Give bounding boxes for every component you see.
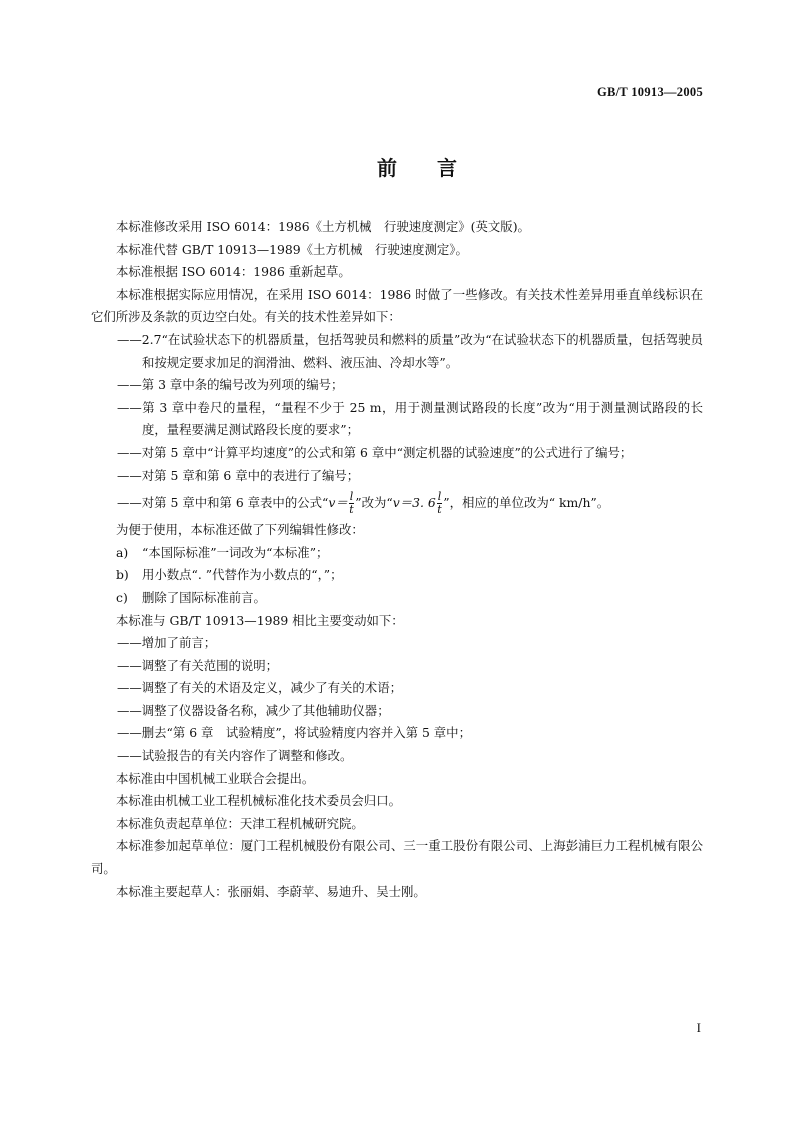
change-item: ——试验报告的有关内容作了调整和修改。: [117, 748, 353, 764]
paragraph-modifications: 本标准根据实际应用情况，在采用 ISO 6014：1986 时做了一些修改。有关技术性差异用垂直单线标识在它们所涉及条款的页边空白处。有关的技术性差异如下：: [91, 286, 703, 325]
formula-text-prefix: ——对第 5 章中和第 6 章表中的公式“: [117, 495, 329, 511]
tech-diff-item: ——第 3 章中卷尺的量程，“量程不少于 25 m，用于测量测试路段的长度”改为“用于测量测试路段的长度，量程要满足测试路段长度的要求”；: [117, 399, 703, 438]
tech-diff-item: ——2.7“在试验状态下的机器质量，包括驾驶员和燃料的质量”改为“在试验状态下的机器质量，包括驾驶员和按规定要求加足的润滑油、燃料、液压油、冷却水等”。: [117, 331, 703, 370]
list-label: b): [116, 567, 129, 583]
page-number: I: [696, 1020, 701, 1035]
list-item: [91, 542, 703, 565]
list-label: c): [116, 589, 128, 605]
fraction-l-over-t: [349, 491, 355, 516]
fraction-denominator: t: [437, 503, 442, 517]
fraction-numerator: l: [349, 490, 354, 504]
tech-diff-item: ——对第 5 章和第 6 章中的表进行了编号；: [117, 467, 360, 483]
paragraph-redrafted: 本标准根据 ISO 6014：1986 重新起草。: [116, 264, 351, 280]
list-text: 删除了国际标准前言。: [142, 589, 266, 605]
paragraph-adoption: 本标准修改采用 ISO 6014：1986《土方机械 行驶速度测定》(英文版)。: [116, 219, 530, 234]
tech-diff-item: ——对第 5 章中“计算平均速度”的公式和第 6 章中“测定机器的试验速度”的公式进行了编号；: [117, 444, 633, 460]
list-label: a): [116, 544, 129, 560]
standard-number: GB/T 10913—2005: [596, 85, 703, 99]
paragraph-proposed-by: 本标准由中国机械工业联合会提出。: [116, 770, 315, 786]
tech-diff-item: ——第 3 章中条的编号改为列项的编号；: [117, 377, 344, 393]
change-item: ——调整了有关的术语及定义，减少了有关的术语；: [117, 680, 402, 696]
paragraph-participants: 本标准参加起草单位：厦门工程机械股份有限公司、三一重工股份有限公司、上海彭浦巨力工程机械有限公司。: [91, 838, 703, 877]
formula-1-left: v＝: [328, 495, 348, 511]
list-text: 用小数点“. ”代替作为小数点的“，”；: [142, 567, 343, 583]
paragraph-lead-drafter: 本标准负责起草单位：天津工程机械研究院。: [116, 815, 364, 831]
change-item: ——调整了仪器设备名称，减少了其他辅助仪器；: [117, 702, 390, 718]
paragraph-changes: 本标准与 GB/T 10913—1989 相比主要变动如下：: [116, 612, 404, 628]
change-item: ——删去“第 6 章 试验精度”，将试验精度内容并入第 5 章中；: [117, 725, 471, 741]
formula-2-left: v＝3. 6: [392, 495, 436, 511]
formula-text-suffix: ”，相应的单位改为“ km/h”。: [443, 495, 610, 511]
list-text: “本国际标准”一词改为“本标准”；: [142, 544, 329, 560]
change-item: ——增加了前言；: [117, 635, 217, 651]
paragraph-main-drafters: 本标准主要起草人：张丽娟、李蔚苹、易迪升、吴士刚。: [116, 883, 426, 899]
fraction-numerator: l: [437, 490, 442, 504]
list-item: [91, 564, 703, 587]
paragraph-replaces: 本标准代替 GB/T 10913—1989《土方机械 行驶速度测定》。: [116, 241, 468, 257]
fraction-denominator: t: [349, 503, 354, 517]
page-title: 前言: [377, 156, 497, 180]
paragraph-centralized-by: 本标准由机械工业工程机械标准化技术委员会归口。: [116, 793, 401, 809]
fraction-l-over-t: [437, 491, 443, 516]
list-item: [91, 587, 703, 610]
formula-text-mid: ”改为“: [355, 495, 393, 511]
tech-diff-formula-item: [91, 487, 703, 519]
paragraph-editorial: 为便于使用，本标准还做了下列编辑性修改：: [116, 522, 364, 538]
foreword-body: [91, 216, 703, 903]
change-item: ——调整了有关范围的说明；: [117, 657, 279, 673]
